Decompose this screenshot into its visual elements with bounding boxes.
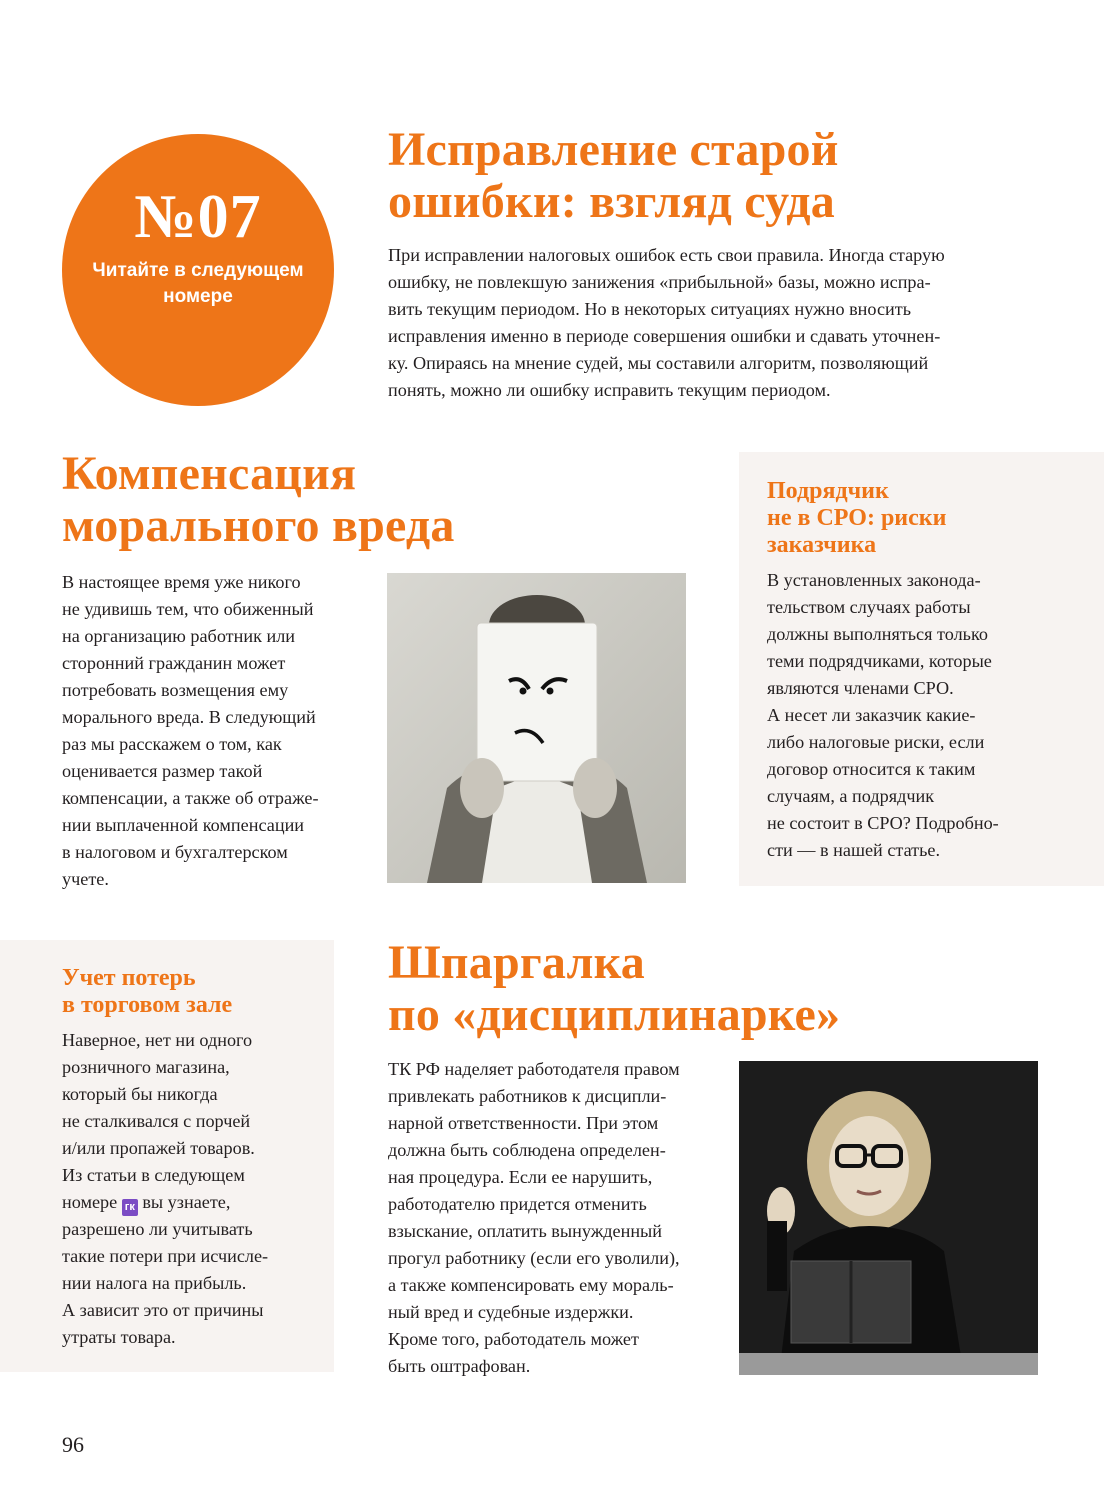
text-line: ошибку, не повлекшую занижения «прибыльной» базы, можно испра- [388, 272, 931, 292]
article-losses [62, 965, 327, 1351]
text-line: нии налога на прибыль. [62, 1273, 247, 1293]
angry-face-photo [387, 573, 686, 883]
text-line: являются членами СРО. [767, 678, 954, 698]
text-line: нарной ответственности. При этом [388, 1113, 659, 1133]
text-line: должна быть соблюдена определен- [388, 1140, 666, 1160]
title-line: Шпаргалка [388, 936, 645, 989]
text-line: работодателю придется отменить [388, 1194, 647, 1214]
title-line: не в СРО: риски [767, 505, 947, 531]
text-line: утраты товара. [62, 1327, 176, 1347]
title-line: морального вреда [62, 499, 455, 552]
text-fragment: номере [62, 1192, 118, 1212]
article-discipline-text [388, 1056, 728, 1380]
title-line: Исправление старой [388, 123, 839, 176]
text-line: ный вред и судебные издержки. [388, 1302, 634, 1322]
text-line: потребовать возмещения ему [62, 680, 289, 700]
text-line: должны выполняться только [767, 624, 988, 644]
title-line: Учет потерь [62, 965, 196, 991]
text-line: Кроме того, работодатель может [388, 1329, 639, 1349]
issue-badge [62, 134, 334, 406]
article-contractor-title[interactable] [767, 478, 1087, 559]
text-line: Из статьи в следующем [62, 1165, 245, 1185]
text-line: ТК РФ наделяет работодателя правом [388, 1059, 680, 1079]
article-old-error-title[interactable] [388, 124, 1068, 228]
magazine-logo-icon: гк [122, 1199, 138, 1216]
title-line: Подрядчик [767, 478, 889, 504]
article-moral-harm-title[interactable] [62, 448, 712, 552]
text-line: теми подрядчиками, которые [767, 651, 992, 671]
text-line: договор относится к таким [767, 759, 976, 779]
text-line: сти — в нашей статье. [767, 840, 941, 860]
badge-subtitle: Читайте в следующем номере [92, 260, 304, 307]
teacher-woman-photo [739, 1061, 1038, 1375]
title-line: заказчика [767, 532, 877, 558]
title-line: в торговом зале [62, 992, 233, 1018]
text-line: тельством случаях работы [767, 597, 971, 617]
article-losses-text [62, 1027, 327, 1351]
text-line: В установленных законода- [767, 570, 981, 590]
text-line: который бы никогда [62, 1084, 218, 1104]
text-line: Наверное, нет ни одного [62, 1030, 253, 1050]
title-line: по «дисциплинарке» [388, 988, 841, 1041]
article-old-error-text [388, 242, 1068, 404]
issue-number: №07 [134, 183, 262, 251]
text-fragment: вы узнаете, [142, 1192, 231, 1212]
text-line: понять, можно ли ошибку исправить текущим периодом. [388, 380, 831, 400]
text-line: быть оштрафован. [388, 1356, 531, 1376]
text-line: не удивишь тем, что обиженный [62, 599, 314, 619]
text-line: розничного магазина, [62, 1057, 230, 1077]
text-line: привлекать работников к дисципли- [388, 1086, 667, 1106]
article-contractor [767, 478, 1087, 864]
text-line: морального вреда. В следующий [62, 707, 316, 727]
text-line: учете. [62, 869, 109, 889]
text-line: А зависит это от причины [62, 1300, 264, 1320]
text-line: вить текущим периодом. Но в некоторых ситуациях нужно вносить [388, 299, 911, 319]
text-line: В настоящее время уже никого [62, 572, 301, 592]
text-line: в налоговом и бухгалтерском [62, 842, 288, 862]
article-contractor-text [767, 567, 1087, 864]
text-line: компенсации, а также об отраже- [62, 788, 319, 808]
title-line: Компенсация [62, 447, 357, 500]
article-moral-harm-text [62, 569, 372, 893]
text-line: либо налоговые риски, если [767, 732, 985, 752]
text-line: При исправлении налоговых ошибок есть свои правила. Иногда старую [388, 245, 945, 265]
article-discipline [388, 937, 1068, 1041]
text-line: и/или пропажей товаров. [62, 1138, 255, 1158]
text-line: ная процедура. Если ее нарушить, [388, 1167, 653, 1187]
text-line: сторонний гражданин может [62, 653, 286, 673]
title-line: ошибки: взгляд суда [388, 175, 835, 228]
text-line: на организацию работник или [62, 626, 296, 646]
text-line: случаям, а подрядчик [767, 786, 935, 806]
page-number: 96 [62, 1432, 84, 1457]
text-line: разрешено ли учитывать [62, 1219, 253, 1239]
article-old-error [388, 124, 1068, 404]
text-line: не сталкивался с порчей [62, 1111, 251, 1131]
article-discipline-title[interactable] [388, 937, 1068, 1041]
text-line: оценивается размер такой [62, 761, 263, 781]
text-line: А несет ли заказчик какие- [767, 705, 976, 725]
text-line: ку. Опираясь на мнение судей, мы составили алгоритм, позволяющий [388, 353, 929, 373]
text-line: не состоит в СРО? Подробно- [767, 813, 999, 833]
text-line: а также компенсировать ему мораль- [388, 1275, 674, 1295]
text-line: раз мы расскажем о том, как [62, 734, 282, 754]
text-line: прогул работнику (если его уволили), [388, 1248, 680, 1268]
text-line: нии выплаченной компенсации [62, 815, 305, 835]
text-line: исправления именно в периоде совершения ошибки и сдавать уточнен- [388, 326, 941, 346]
text-line [62, 1189, 327, 1216]
text-line: взыскание, оплатить вынужденный [388, 1221, 663, 1241]
article-moral-harm [62, 448, 712, 552]
text-line: такие потери при исчисле- [62, 1246, 269, 1266]
article-losses-title[interactable] [62, 965, 327, 1019]
